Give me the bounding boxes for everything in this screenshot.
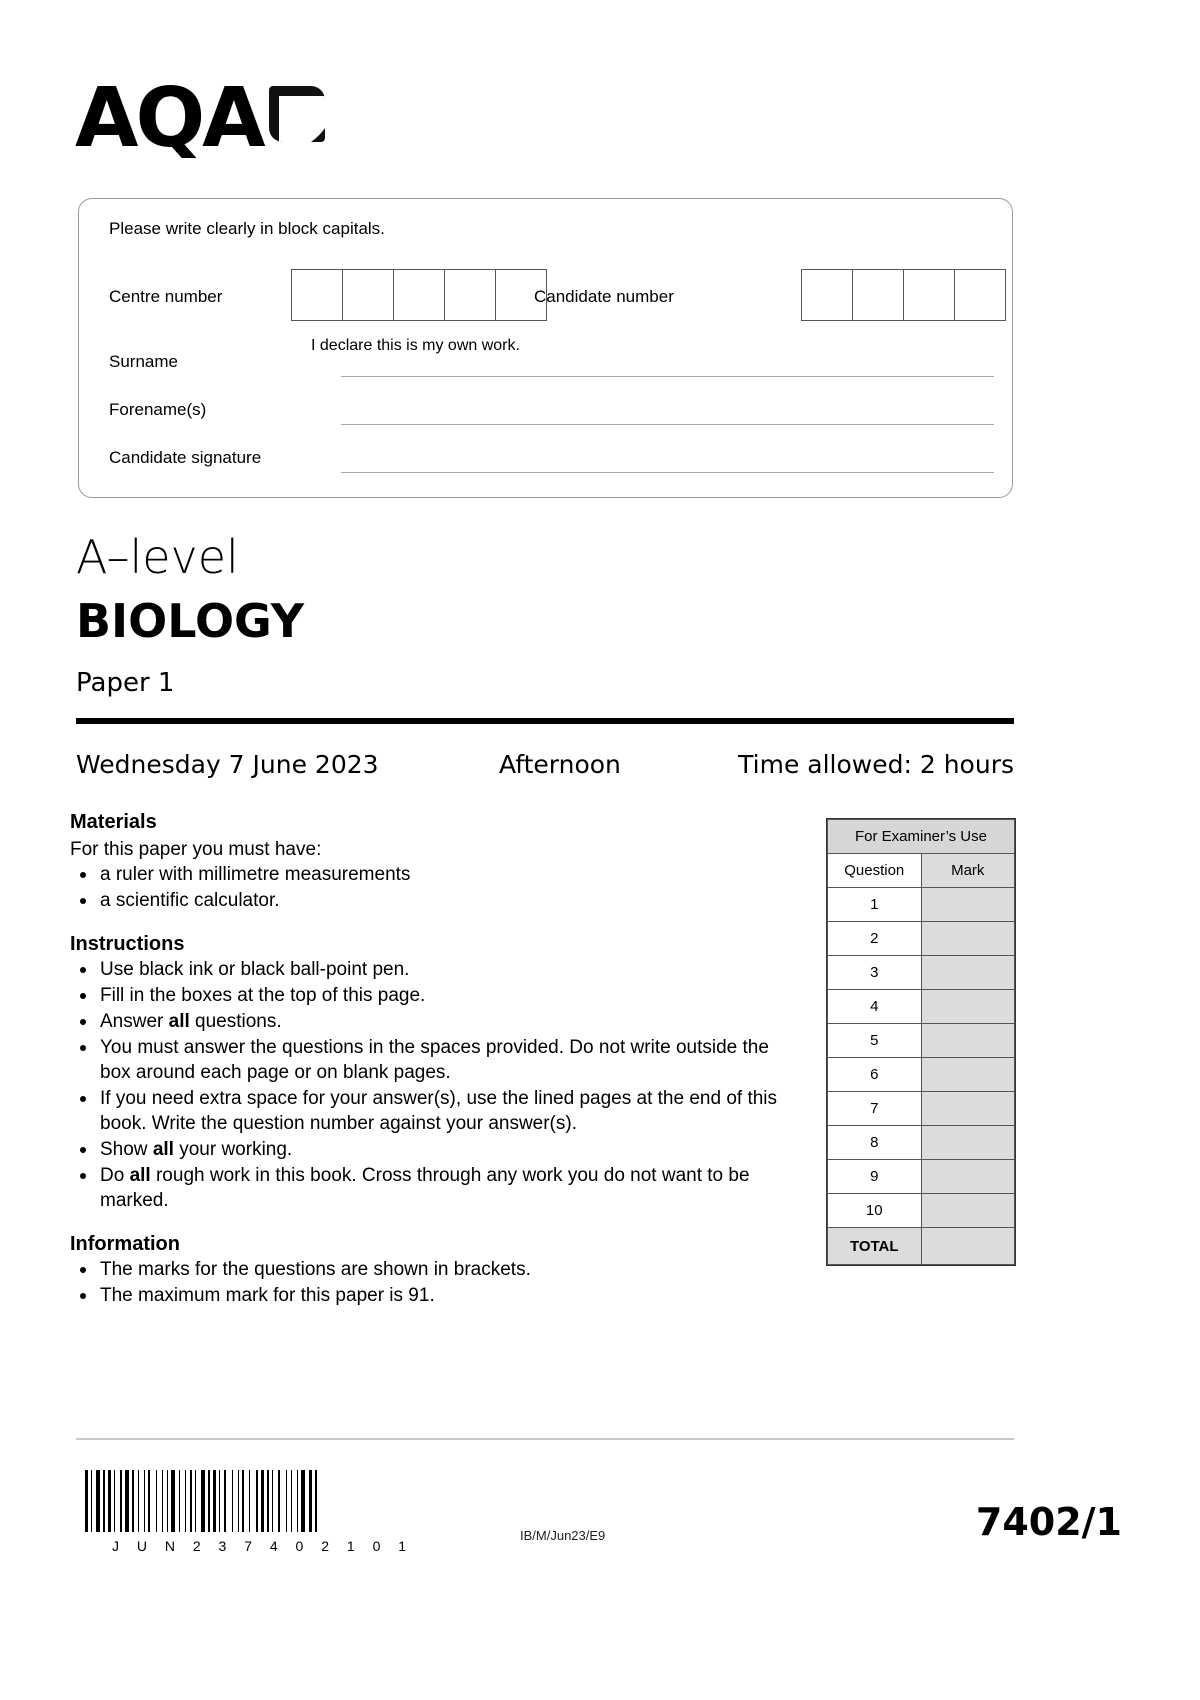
candidate-number-cell[interactable] <box>852 269 904 321</box>
time-allowed: Time allowed: 2 hours <box>738 750 1014 779</box>
centre-number-cell[interactable] <box>393 269 445 321</box>
forenames-label: Forename(s) <box>109 400 207 419</box>
question-number-cell: 6 <box>828 1058 922 1092</box>
aqa-logo <box>75 71 325 166</box>
table-total-row <box>828 1228 1015 1265</box>
barcode-bar <box>148 1470 150 1532</box>
surname-row <box>109 344 994 392</box>
title-divider <box>76 718 1014 724</box>
barcode-bar <box>190 1470 192 1532</box>
barcode-bar <box>272 1470 273 1532</box>
barcode-bar <box>120 1470 122 1532</box>
table-header-row <box>828 854 1015 888</box>
qualification-level: A–level <box>76 530 239 584</box>
spacer <box>70 914 800 930</box>
total-label: TOTAL <box>828 1228 922 1265</box>
barcode-bar <box>232 1470 233 1532</box>
centre-number-cell[interactable] <box>444 269 496 321</box>
number-row <box>109 269 989 325</box>
information-heading: Information <box>70 1233 180 1255</box>
candidate-details-box <box>78 198 1013 498</box>
candidate-signature-input[interactable] <box>341 472 994 473</box>
internal-code: IB/M/Jun23/E9 <box>520 1528 606 1543</box>
table-row <box>828 1160 1015 1194</box>
barcode-bar <box>171 1470 175 1532</box>
barcode-bar <box>291 1470 292 1532</box>
list-item: a scientific calculator. <box>96 888 800 913</box>
candidate-number-input[interactable] <box>801 269 1006 321</box>
footer-divider <box>76 1438 1014 1440</box>
barcode-bar <box>96 1470 100 1532</box>
barcode-bar <box>132 1470 134 1532</box>
barcode-bar <box>114 1470 115 1532</box>
candidate-number-cell[interactable] <box>903 269 955 321</box>
barcode-bar <box>125 1470 129 1532</box>
instructions-list <box>70 957 800 1213</box>
barcode-bar <box>179 1470 180 1532</box>
instructions-column <box>70 808 800 1309</box>
mark-entry-cell[interactable] <box>921 1194 1015 1228</box>
barcode-bar <box>144 1470 145 1532</box>
column-header-mark: Mark <box>921 854 1015 888</box>
centre-number-label: Centre number <box>109 287 223 306</box>
instructions-heading: Instructions <box>70 933 185 955</box>
spacer <box>70 1214 800 1230</box>
barcode-bar <box>224 1470 226 1532</box>
barcode-bar <box>315 1470 317 1532</box>
mark-entry-cell[interactable] <box>921 922 1015 956</box>
question-number-cell: 7 <box>828 1092 922 1126</box>
barcode <box>85 1470 440 1532</box>
total-mark-cell[interactable] <box>921 1228 1015 1265</box>
list-item: Fill in the boxes at the top of this page. <box>96 983 800 1008</box>
candidate-number-label: Candidate number <box>534 287 674 306</box>
centre-number-cell[interactable] <box>291 269 343 321</box>
barcode-bar <box>267 1470 269 1532</box>
mark-entry-cell[interactable] <box>921 1126 1015 1160</box>
table-row <box>828 820 1015 854</box>
barcode-bar <box>242 1470 244 1532</box>
barcode-bar <box>238 1470 239 1532</box>
barcode-bar <box>108 1470 111 1532</box>
barcode-bar <box>201 1470 205 1532</box>
mark-entry-cell[interactable] <box>921 1024 1015 1058</box>
list-item: The maximum mark for this paper is 91. <box>96 1283 800 1308</box>
list-item: Use black ink or black ball-point pen. <box>96 957 800 982</box>
centre-number-cell[interactable] <box>342 269 394 321</box>
barcode-text: J U N 2 3 7 4 0 2 1 0 1 <box>111 1538 414 1554</box>
materials-heading: Materials <box>70 811 157 833</box>
question-number-cell: 2 <box>828 922 922 956</box>
barcode-bar <box>256 1470 258 1532</box>
list-item: If you need extra space for your answer(s), use the lined pages at the end of this book. Write the question number against your answer(s). <box>96 1086 800 1136</box>
question-number-cell: 9 <box>828 1160 922 1194</box>
list-item: Show all your working. <box>96 1137 800 1162</box>
table-row <box>828 1058 1015 1092</box>
table-row <box>828 1126 1015 1160</box>
exam-meta-row <box>76 750 1014 786</box>
question-number-cell: 1 <box>828 888 922 922</box>
question-number-cell: 8 <box>828 1126 922 1160</box>
barcode-bar <box>219 1470 220 1532</box>
barcode-bar <box>261 1470 264 1532</box>
list-item: The marks for the questions are shown in brackets. <box>96 1257 800 1282</box>
barcode-bar <box>85 1470 88 1532</box>
barcode-bar <box>249 1470 250 1532</box>
barcode-bar <box>91 1470 92 1532</box>
barcode-bar <box>162 1470 163 1532</box>
barcode-bar <box>156 1470 157 1532</box>
mark-entry-cell[interactable] <box>921 1092 1015 1126</box>
centre-number-input[interactable] <box>291 269 547 321</box>
exam-date: Wednesday 7 June 2023 <box>76 750 379 779</box>
leaf-mark-icon <box>269 86 325 142</box>
signature-row <box>109 440 994 488</box>
barcode-bar <box>208 1470 210 1532</box>
table-row <box>828 1024 1015 1058</box>
surname-input[interactable] <box>341 376 994 377</box>
declaration-text: I declare this is my own work. <box>311 337 520 354</box>
table-row <box>828 888 1015 922</box>
table-row <box>828 956 1015 990</box>
mark-entry-cell[interactable] <box>921 956 1015 990</box>
barcode-bar <box>185 1470 186 1532</box>
question-number-cell: 4 <box>828 990 922 1024</box>
exam-session: Afternoon <box>499 750 621 779</box>
question-number-cell: 5 <box>828 1024 922 1058</box>
table-row <box>828 1092 1015 1126</box>
column-header-question: Question <box>828 854 922 888</box>
list-item: Answer all questions. <box>96 1009 800 1034</box>
list-item: a ruler with millimetre measurements <box>96 862 800 887</box>
barcode-bar <box>103 1470 105 1532</box>
name-fields <box>109 344 994 488</box>
candidate-number-cell[interactable] <box>801 269 853 321</box>
mark-entry-cell[interactable] <box>921 990 1015 1024</box>
materials-intro: For this paper you must have: <box>70 839 322 860</box>
list-item: Do all rough work in this book. Cross through any work you do not want to be marked. <box>96 1163 800 1213</box>
table-row <box>828 922 1015 956</box>
candidate-signature-label: Candidate signature <box>109 448 262 467</box>
information-list <box>70 1257 800 1308</box>
forenames-row <box>109 392 994 440</box>
aqa-logo-text: AQA <box>75 71 263 166</box>
barcode-bar <box>297 1470 298 1532</box>
mark-entry-cell[interactable] <box>921 1160 1015 1194</box>
mark-entry-cell[interactable] <box>921 888 1015 922</box>
table-row <box>828 1194 1015 1228</box>
table-row <box>828 990 1015 1024</box>
barcode-bar <box>309 1470 312 1532</box>
barcode-bar <box>213 1470 216 1532</box>
paper-number: Paper 1 <box>76 668 175 698</box>
barcode-bar <box>195 1470 196 1532</box>
paper-code: 7402/1 <box>975 1500 1122 1544</box>
barcode-bar <box>138 1470 139 1532</box>
barcode-bar <box>167 1470 168 1532</box>
forenames-input[interactable] <box>341 424 994 425</box>
barcode-bar <box>278 1470 280 1532</box>
subject-title: BIOLOGY <box>76 594 305 648</box>
examiner-table-title: For Examiner’s Use <box>828 820 1015 854</box>
examiner-use-table <box>826 818 1016 1266</box>
surname-label: Surname <box>109 352 178 371</box>
materials-list <box>70 862 800 913</box>
question-number-cell: 10 <box>828 1194 922 1228</box>
barcode-bar <box>286 1470 287 1532</box>
mark-entry-cell[interactable] <box>921 1058 1015 1092</box>
block-capitals-instruction: Please write clearly in block capitals. <box>109 219 385 238</box>
list-item: You must answer the questions in the spaces provided. Do not write outside the box around each page or on blank pages. <box>96 1035 800 1085</box>
barcode-bar <box>301 1470 305 1532</box>
candidate-number-cell[interactable] <box>954 269 1006 321</box>
question-number-cell: 3 <box>828 956 922 990</box>
